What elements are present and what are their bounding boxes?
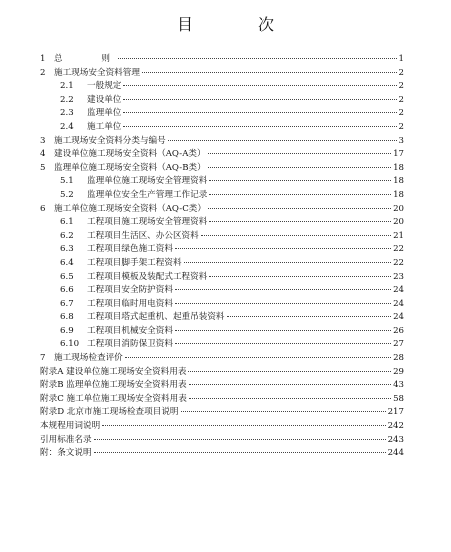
toc-entry-label: 施工单位 (87, 121, 122, 132)
toc-entry-number: 7 (40, 353, 46, 364)
toc-entry[interactable] (40, 162, 404, 176)
toc-entry-page: 22 (393, 257, 404, 268)
toc-entry[interactable] (40, 379, 404, 393)
toc-leader-dots (118, 58, 397, 59)
toc-entry[interactable] (40, 53, 404, 67)
toc-entry-label: 一般规定 (87, 81, 122, 92)
toc-entry-label: 监理单位 (87, 108, 122, 119)
toc-entry-number: 6.9 (60, 325, 74, 336)
toc-entry-label: 工程项目机械安全资料 (87, 325, 173, 336)
toc-entry-number: 6.1 (60, 217, 74, 228)
toc-entry-number: 5 (40, 162, 46, 173)
toc-entry-page: 27 (393, 339, 404, 350)
toc-entry-page: 29 (393, 366, 404, 377)
toc-leader-dots (102, 425, 385, 426)
toc-entry-label: 工程项目绿色施工资料 (87, 244, 173, 255)
toc-entry-page: 20 (393, 217, 404, 228)
toc-entry-page: 22 (393, 244, 404, 255)
toc-leader-dots (189, 398, 391, 399)
toc-entry-page: 242 (387, 421, 404, 432)
toc-entry-page: 21 (393, 230, 404, 241)
toc-entry-number: 5.2 (60, 189, 74, 200)
toc-leader-dots (209, 194, 391, 195)
toc-entry-number: 2.1 (60, 81, 74, 92)
toc-entry-label: 建设单位 (87, 94, 122, 105)
toc-entry-number: 6.6 (60, 285, 74, 296)
toc-entry-label: 监理单位施工现场安全资料（AQ-B类） (54, 162, 206, 173)
toc-entry-page: 18 (393, 189, 404, 200)
toc-entry-label: 施工现场安全资料分类与编号 (54, 135, 166, 146)
toc-entry[interactable] (40, 80, 404, 94)
toc-entry[interactable] (40, 216, 404, 230)
toc-entry[interactable] (40, 107, 404, 121)
toc-leader-dots (125, 357, 391, 358)
toc-entry-number: 3 (40, 135, 46, 146)
toc-entry-label: 工程项目施工现场安全管理资料 (87, 217, 208, 228)
toc-entry-number: 6.8 (60, 312, 74, 323)
toc-leader-dots (209, 180, 391, 181)
toc-entry-label: 工程项目生活区、办公区资料 (87, 230, 199, 241)
toc-entry-number: 4 (40, 149, 46, 160)
toc-entry-number: 6.7 (60, 298, 74, 309)
toc-leader-dots (175, 330, 391, 331)
toc-leader-dots (123, 112, 396, 113)
toc-entry[interactable] (40, 203, 404, 217)
toc-leader-dots (123, 85, 396, 86)
toc-entry-number: 6 (40, 203, 46, 214)
toc-leader-dots (181, 411, 386, 412)
toc-entry[interactable] (40, 366, 404, 380)
toc-leader-dots (94, 452, 386, 453)
toc-entry-label: 工程项目安全防护资料 (87, 285, 173, 296)
toc-leader-dots (123, 99, 396, 100)
page-title: 目 次 (176, 15, 305, 34)
toc-entry-page: 28 (393, 353, 404, 364)
toc-entry-label: 工程项目塔式起重机、起重吊装资料 (87, 312, 225, 323)
toc-entry-label: 工程项目临时用电资料 (87, 298, 173, 309)
toc-leader-dots (208, 208, 391, 209)
toc-entry[interactable] (40, 67, 404, 81)
toc-entry[interactable] (40, 121, 404, 135)
toc-entry-page: 217 (387, 407, 404, 418)
toc-leader-dots (142, 72, 397, 73)
toc-entry[interactable] (40, 420, 404, 434)
toc-entry-label: 总 则 (54, 54, 128, 64)
toc-entry-label: 施工现场检查评价 (54, 353, 123, 364)
toc-entry[interactable] (40, 135, 404, 149)
toc-leader-dots (175, 289, 391, 290)
toc-entry[interactable] (40, 393, 404, 407)
toc-entry-number: 6.4 (60, 257, 74, 268)
toc-entry[interactable] (40, 189, 404, 203)
toc-entry[interactable] (40, 94, 404, 108)
toc-entry-page: 58 (393, 393, 404, 404)
toc-entry-label: 附录B 监理单位施工现场安全资料用表 (40, 380, 187, 391)
toc-entry-number: 5.1 (60, 176, 74, 187)
toc-entry[interactable] (40, 338, 404, 352)
toc-entry-page: 243 (387, 434, 404, 445)
toc-leader-dots (208, 167, 391, 168)
toc-entry-page: 2 (398, 81, 404, 92)
toc-entry[interactable] (40, 325, 404, 339)
toc-entry-number: 1 (40, 54, 46, 64)
toc-entry-page: 20 (393, 203, 404, 214)
toc-entry-page: 24 (393, 298, 404, 309)
toc-leader-dots (188, 371, 391, 372)
toc-entry-page: 3 (398, 135, 404, 146)
toc-leader-dots (209, 221, 391, 222)
toc-entry-page: 24 (393, 285, 404, 296)
toc-entry-label: 监理单位施工现场安全管理资料 (87, 176, 208, 187)
toc-entry-label: 施工单位施工现场安全资料（AQ-C类） (54, 203, 206, 214)
toc-entry-label: 工程项目消防保卫资料 (87, 339, 173, 350)
toc-entry-label: 建设单位施工现场安全资料（AQ-A类） (54, 149, 206, 160)
toc-entry-page: 24 (393, 312, 404, 323)
toc-entry-page: 2 (398, 67, 404, 78)
toc-entry[interactable] (40, 271, 404, 285)
toc-entry-label: 附录C 施工单位施工现场安全资料用表 (40, 393, 187, 404)
toc-leader-dots (123, 126, 396, 127)
toc-entry-number: 6.5 (60, 271, 74, 282)
toc-entry-label: 附录D 北京市施工现场检查项目说明 (40, 407, 179, 418)
toc-entry[interactable] (40, 447, 404, 461)
toc-leader-dots (175, 248, 391, 249)
toc-entry-page: 18 (393, 162, 404, 173)
toc-entry[interactable] (40, 257, 404, 271)
toc-entry[interactable] (40, 230, 404, 244)
toc-entry[interactable] (40, 148, 404, 162)
toc-entry[interactable] (40, 298, 404, 312)
toc-entry-page: 2 (398, 121, 404, 132)
toc-entry-page: 2 (398, 108, 404, 119)
toc-entry-label: 本规程用词说明 (40, 421, 101, 432)
toc-entry-label: 工程项目模板及装配式工程资料 (87, 271, 208, 282)
toc-entry-page: 23 (393, 271, 404, 282)
toc-leader-dots (227, 316, 392, 317)
toc-entry-page: 1 (398, 54, 404, 64)
toc-entry-page: 18 (393, 176, 404, 187)
toc-entry-label: 附录A 建设单位施工现场安全资料用表 (40, 366, 187, 377)
toc-leader-dots (209, 276, 391, 277)
toc-leader-dots (184, 262, 392, 263)
toc-leader-dots (208, 153, 391, 154)
toc-leader-dots (175, 343, 391, 344)
toc-entry-label: 引用标准名录 (40, 434, 92, 445)
toc-entry[interactable] (40, 284, 404, 298)
toc-entry-page: 244 (387, 448, 404, 459)
toc-entry-label: 监理单位安全生产管理工作记录 (87, 189, 208, 200)
toc-entry[interactable] (40, 243, 404, 257)
toc-entry-number: 2.3 (60, 108, 74, 119)
toc-entry[interactable] (40, 406, 404, 420)
toc-entry-page: 26 (393, 325, 404, 336)
toc-entry-number: 2.4 (60, 121, 74, 132)
toc-entry[interactable] (40, 434, 404, 448)
toc-entry-number: 6.10 (60, 339, 80, 350)
toc-entry-page: 17 (393, 149, 404, 160)
toc-leader-dots (175, 303, 391, 304)
toc-leader-dots (189, 384, 392, 385)
toc-entry-page: 2 (398, 94, 404, 105)
toc-entry-label: 工程项目脚手架工程资料 (87, 257, 182, 268)
toc-leader-dots (94, 439, 386, 440)
toc-entry[interactable] (40, 352, 404, 366)
toc-entry-number: 2.2 (60, 94, 74, 105)
toc-entry-number: 2 (40, 67, 46, 78)
toc-entry-number: 6.3 (60, 244, 74, 255)
toc-entry-label: 附：条文说明 (40, 448, 92, 459)
toc-entry-label: 施工现场安全资料管理 (54, 67, 140, 78)
toc-leader-dots (168, 140, 397, 141)
table-of-contents (40, 53, 404, 461)
toc-entry[interactable] (40, 311, 404, 325)
toc-entry-page: 43 (393, 380, 404, 391)
toc-leader-dots (201, 235, 391, 236)
toc-entry[interactable] (40, 175, 404, 189)
toc-entry-number: 6.2 (60, 230, 74, 241)
